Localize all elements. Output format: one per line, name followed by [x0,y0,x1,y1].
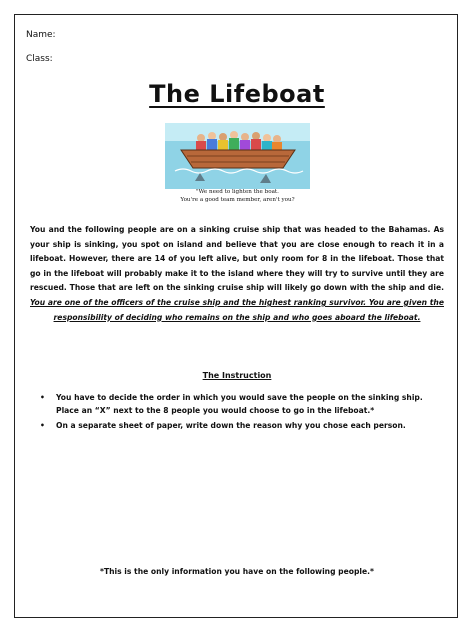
lifeboat-drawing [165,123,310,189]
class-label: Class: [26,54,53,64]
list-item [40,391,440,417]
list-item [40,419,440,432]
instruction-item-text: You have to decide the order in which you would save the people on the sinking ship. Place an “X” next to the 8 people you would choose to go in the lifeboat.* [56,393,423,415]
intro-paragraph [30,223,444,325]
footnote: *This is the only information you have on the following people.* [99,567,375,576]
bullet-icon: • [40,421,45,430]
illustration-caption-line2: You're a good team member, aren't you? [180,197,295,203]
bullet-icon: • [40,393,45,402]
intro-emphasis: You are one of the officers of the cruise ship and the highest ranking survivor. You are given the responsibility of deciding who remains on the ship and who goes aboard the lifeboat. [30,297,444,322]
lifeboat-illustration [165,123,310,205]
page-title: The Lifeboat [149,80,325,108]
name-label: Name: [26,30,56,40]
intro-text: You and the following people are on a sinking cruise ship that was headed to the Bahamas. As your ship is sinking, you spot on island and believe that you are close enough to reach it in a lifeboat. However, there are 14 of you left alive, but only room for 8 in the lifeboat. Those that go in the lifeboat will probably make it to the island where they will try to survive until they are rescued. Those that are left on the sinking cruise ship will likely go down with the ship and die. [30,225,444,293]
illustration-caption-line1: "We need to lighten the boat. [196,189,279,195]
instruction-list [40,391,440,434]
instruction-heading: The Instruction [202,371,272,380]
instruction-item-text: On a separate sheet of paper, write down the reason why you chose each person. [56,421,406,430]
boat-hull [181,150,295,168]
